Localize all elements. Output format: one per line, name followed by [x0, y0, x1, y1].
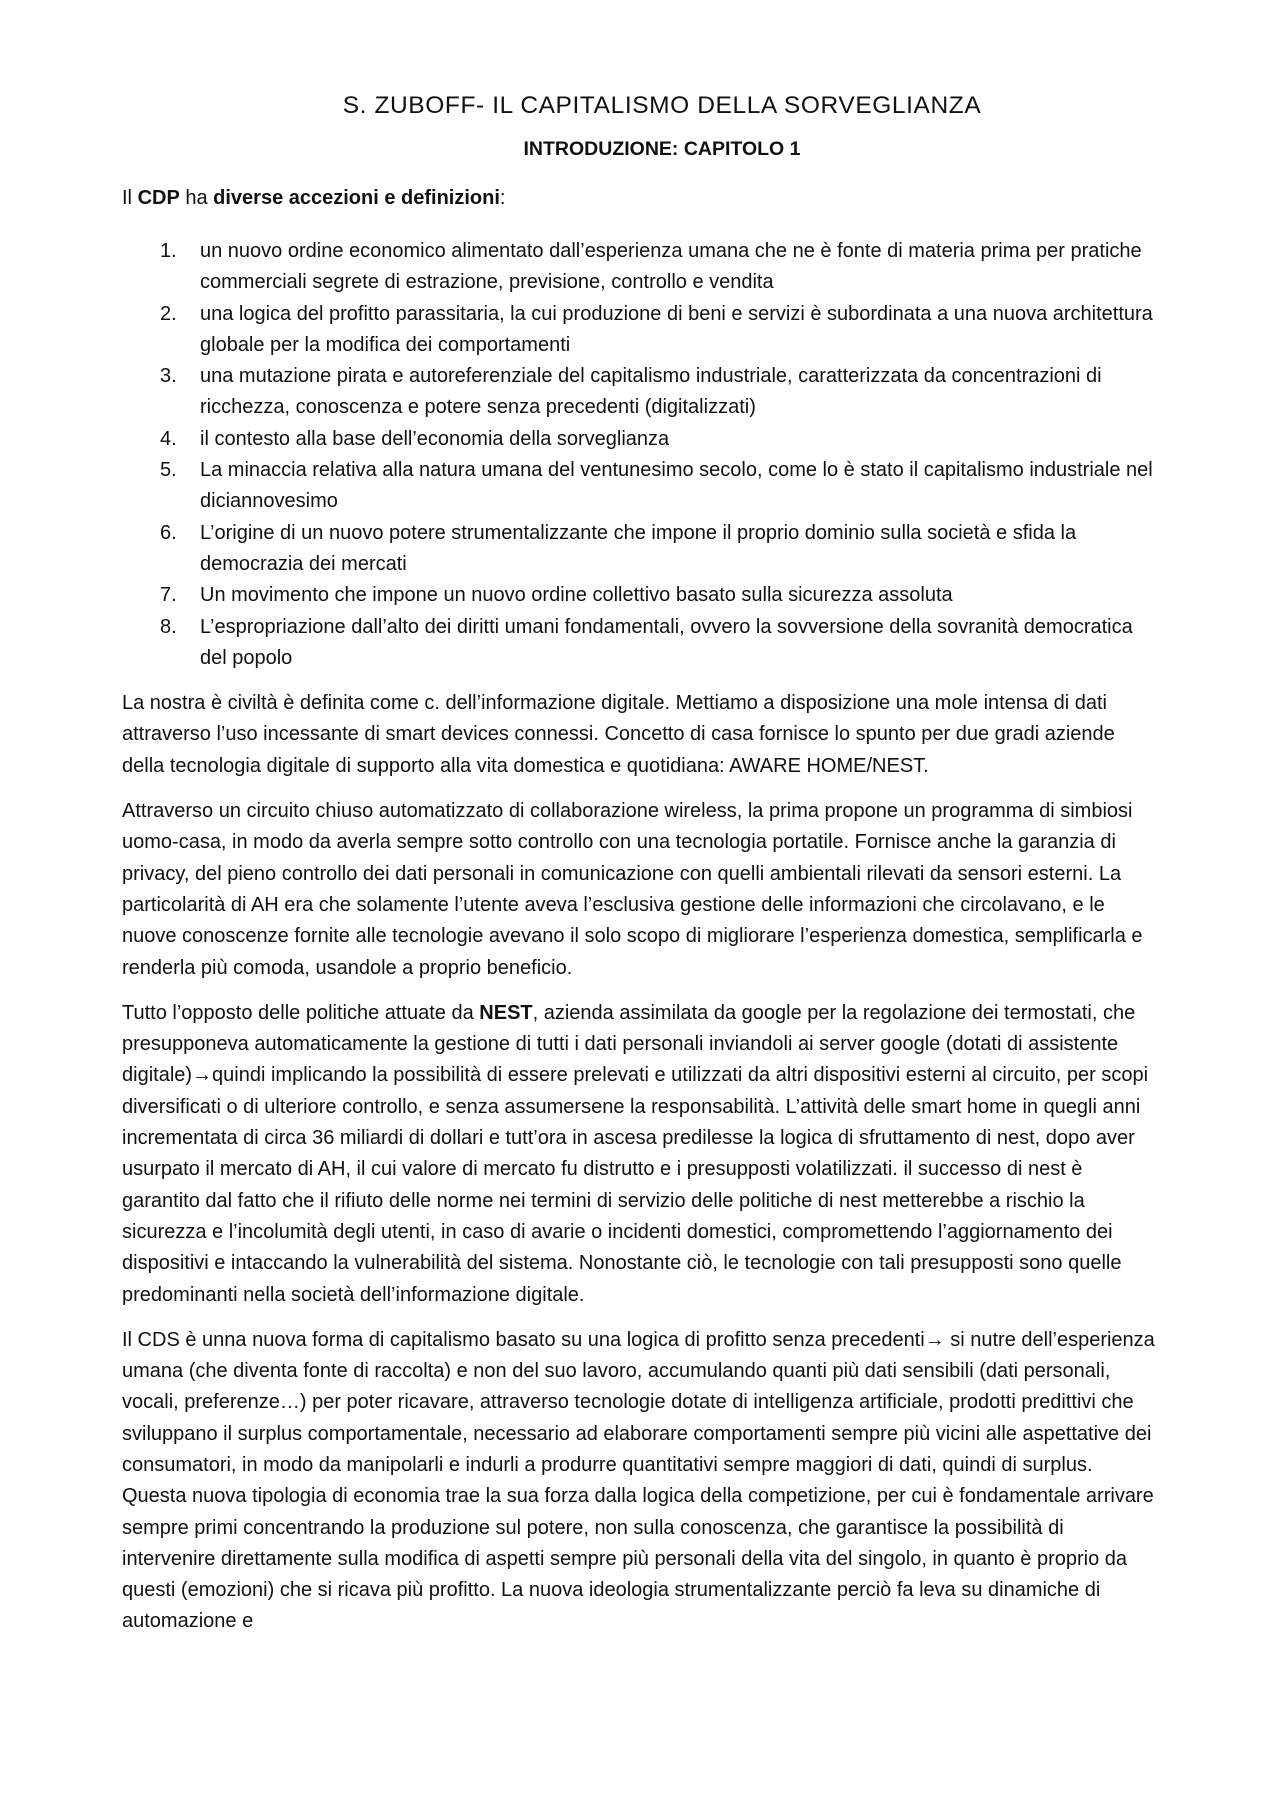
list-item-text: una mutazione pirata e autoreferenziale del capitalismo industriale, caratterizzata da concentrazioni di ricchezza, conoscenza e potere senza precedenti (digitalizzati) [200, 365, 1102, 419]
list-item-number: 2. [160, 302, 177, 325]
list-item [122, 455, 1162, 518]
list-item [122, 361, 1162, 424]
intro-mid: ha [179, 187, 214, 209]
chapter-subtitle: INTRODUZIONE: CAPITOLO 1 [523, 138, 801, 160]
list-item-text: La minaccia relativa alla natura umana del ventunesimo secolo, come lo è stato il capitalismo industriale nel diciannovesimo [200, 459, 1153, 513]
list-item [122, 424, 1162, 455]
list-item-text: Un movimento che impone un nuovo ordine collettivo basato sulla sicurezza assoluta [200, 584, 953, 607]
list-item-text: il contesto alla base dell’economia della sorveglianza [200, 427, 670, 450]
list-item-number: 6. [160, 521, 177, 544]
paragraph-cds: Il CDS è unna nuova forma di capitalismo basato su una logica di profitto senza precedenti→ si nutre dell’esperienza umana (che diventa fonte di raccolta) e non del suo lavoro, accumulando quanti più dati sensibili (dati personali, vocali, preferenze…) per poter ricavare, attraverso tecnologie dotate di intelligenza artificiale, prodotti predittivi che sviluppano il surplus comportamentale, necessario ad elaborare comportamenti sempre più vicini alle aspettative dei consumatori, in modo da manipolarli e indurli a produrre quantitativi sempre maggiori di dati, quindi di surplus. Questa nuova tipologia di economia trae la sua forza dalla logica della competizione, per cui è fondamentale arrivare sempre primi concentrando la produzione sul potere, non sulla conoscenza, che garantisce la possibilità di intervenire direttamente sulla modifica di aspetti sempre più personali della vita del singolo, in quanto è proprio da questi (emozioni) che si ricava più profitto. La nuova ideologia strumentalizzante perciò fa leva su dinamiche di automazione e [122, 1328, 1155, 1633]
list-item [122, 236, 1162, 299]
list-item-text: una logica del profitto parassitaria, la cui produzione di beni e servizi è subordinata a una nuova architettura globale per la modifica dei comportamenti [200, 302, 1153, 356]
list-item [122, 580, 1162, 611]
nest-post: , azienda assimilata da google per la regolazione dei termostati, che presupponeva automaticamente la gestione di tutti i dati personali inviandoli ai server google (dotati di assistente digitale)→quindi implicando la possibilità di essere prelevati e utilizzati da altri dispositivi esterni al circuito, per scopi diversificati o di ulteriore controllo, e senza assumersene la responsabilità. L’attività delle smart home in quegli anni incrementata di circa 36 miliardi di dollari e tutt’ora in ascesa predilesse la logica di sfruttamento di nest, dopo aver usurpato il mercato di AH, il cui valore di mercato fu distrutto e i presupposti volatilizzati. il successo di nest è garantito dal fatto che il rifiuto delle norme nei termini di servizio delle politiche di nest metterebbe a rischio la sicurezza e l’incolumità degli utenti, in caso di avarie o incidenti domestici, compromettendo l’aggiornamento dei dispositivi e intaccando la vulnerabilità del sistema. Nonostante ciò, le tecnologie con tali presupposti sono quelle predominanti nella società dell’informazione digitale. [122, 1001, 1149, 1306]
paragraph-aware-home: Attraverso un circuito chiuso automatizzato di collaborazione wireless, la prima propone un programma di simbiosi uomo-casa, in modo da averla sempre sotto controllo con una tecnologia portatile. Fornisce anche la garanzia di privacy, del pieno controllo dei dati personali in comunicazione con quelli ambientali rilevati da sensori esterni. La particolarità di AH era che solamente l’utente aveva l’esclusiva gestione delle informazioni che circolavano, e le nuove conoscenze fornite alle tecnologie avevano il solo scopo di migliorare l’esperienza domestica, semplificarla e renderla più comoda, usandole a proprio beneficio. [122, 800, 1143, 979]
document-title: S. ZUBOFF- IL CAPITALISMO DELLA SORVEGLIANZA [342, 92, 982, 119]
nest-bold: NEST [479, 1001, 533, 1024]
list-item-number: 5. [160, 459, 177, 482]
intro-cdp: CDP [137, 187, 180, 209]
list-item [122, 299, 1162, 362]
nest-pre: Tutto l’opposto delle politiche attuate da [122, 1001, 480, 1024]
list-item [122, 518, 1162, 581]
list-item-text: L’espropriazione dall’alto dei diritti umani fondamentali, ovvero la sovversione della sovranità democratica del popolo [200, 615, 1133, 669]
list-item-number: 8. [160, 615, 177, 638]
list-item-number: 3. [160, 365, 177, 388]
intro-post: : [499, 187, 506, 209]
list-item-text: un nuovo ordine economico alimentato dall’esperienza umana che ne è fonte di materia prima per pratiche commerciali segrete di estrazione, previsione, controllo e vendita [200, 240, 1142, 294]
list-item [122, 612, 1162, 675]
list-item-number: 7. [160, 584, 177, 607]
paragraph-nest [122, 998, 1162, 1311]
definitions-list [122, 236, 1162, 674]
list-item-number: 1. [160, 240, 177, 262]
intro-line [122, 183, 1162, 214]
paragraph-digital-civilization: La nostra è civiltà è definita come c. dell’informazione digitale. Mettiamo a disposizione una mole intensa di dati attraverso l’uso incessante di smart devices connessi. Concetto di casa fornisce lo spunto per due gradi aziende della tecnologia digitale di supporto alla vita domestica e quotidiana: AWARE HOME/NEST. [122, 692, 1115, 777]
list-item-number: 4. [160, 427, 177, 450]
list-item-text: L’origine di un nuovo potere strumentalizzante che impone il proprio dominio sulla società e sfida la democrazia dei mercati [200, 521, 1077, 575]
intro-pre: Il [122, 187, 138, 209]
intro-bold: diverse accezioni e definizioni [213, 187, 500, 209]
